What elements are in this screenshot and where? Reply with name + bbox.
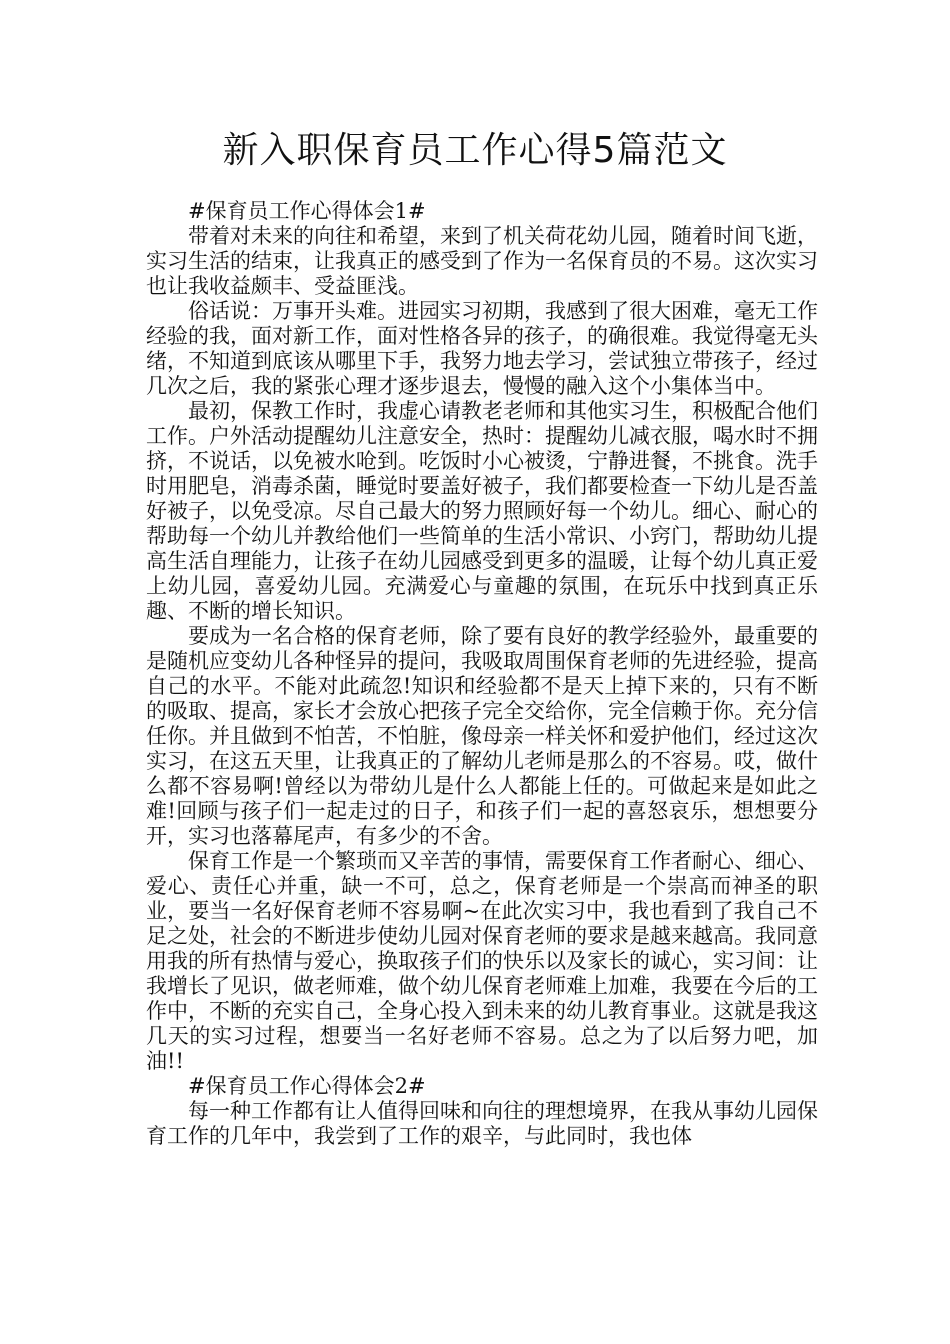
paragraph-qualified-teacher: 要成为一名合格的保育老师，除了要有良好的教学经验外，最重要的是随机应变幼儿各种怪异的提问，我吸取周围保育老师的先进经验，提高自己的水平。不能对此疏忽!知识和经验都不是天上掉下来的，只有不断的吸取、提高，家长才会放心把孩子完全交给你，完全信赖于你。充分信任你。并且做到不怕苦，不怕脏，像母亲一样关怀和爱护他们，经过这次实习，在这五天里，让我真正的了解幼儿老师是那么的不容易。哎，做什么都不容易啊!曾经以为带幼儿是什么人都能上任的。可做起来是如此之难!回顾与孩子们一起走过的日子，和孩子们一起的喜怒哀乐，想想要分开，实习也落幕尾声，有多少的不舍。 — [146, 624, 818, 848]
paragraph-conclusion: 保育工作是一个繁琐而又辛苦的事情，需要保育工作者耐心、细心、爱心、责任心并重，缺一不可，总之，保育老师是一个崇高而神圣的职业，要当一名好保育老师不容易啊~在此次实习中，我也看到了我自己不足之处，社会的不断进步使幼儿园对保育老师的要求是越来越高。我同意用我的所有热情与爱心，换取孩子们的快乐以及家长的诚心，实习间：让我增长了见识，做老师难，做个幼儿保育老师难上加难，我要在今后的工作中，不断的充实自己，全身心投入到未来的幼儿教育事业。这就是我这几天的实习过程，想要当一名好老师不容易。总之为了以后努力吧，加油!! — [146, 849, 818, 1073]
paragraph-intro: 带着对未来的向往和希望，来到了机关荷花幼儿园，随着时间飞逝，实习生活的结束，让我真正的感受到了作为一名保育员的不易。这次实习也让我收益颇丰、受益匪浅。 — [146, 224, 818, 298]
document-title: 新入职保育员工作心得5篇范文 — [222, 130, 728, 171]
paragraph-beginning: 俗话说：万事开头难。进园实习初期，我感到了很大困难，毫无工作经验的我，面对新工作，面对性格各异的孩子，的确很难。我觉得毫无头绪，不知道到底该从哪里下手，我努力地去学习，尝试独立带孩子，经过几次之后，我的紧张心理才逐步退去，慢慢的融入这个小集体当中。 — [146, 299, 818, 398]
document-body — [146, 199, 818, 1149]
paragraph-daily-care: 最初，保教工作时，我虚心请教老老师和其他实习生，积极配合他们工作。户外活动提醒幼儿注意安全，热时：提醒幼儿减衣服，喝水时不拥挤，不说话，以免被水呛到。吃饭时小心被烫，宁静进餐，不挑食。洗手时用肥皂，消毒杀菌，睡觉时要盖好被子，我们都要检查一下幼儿是否盖好被子，以免受凉。尽自己最大的努力照顾好每一个幼儿。细心、耐心的帮助每一个幼儿并教给他们一些简单的生活小常识、小窍门，帮助幼儿提高生活自理能力，让孩子在幼儿园感受到更多的温暖，让每个幼儿真正爱上幼儿园，喜爱幼儿园。充满爱心与童趣的氛围，在玩乐中找到真正乐趣、不断的增长知识。 — [146, 399, 818, 623]
section-heading-2: #保育员工作心得体会2# — [188, 1074, 426, 1098]
paragraph-section-2-start: 每一种工作都有让人值得回味和向往的理想境界，在我从事幼儿园保育工作的几年中，我尝到了工作的艰辛，与此同时，我也体 — [146, 1099, 818, 1148]
section-heading-1: #保育员工作心得体会1# — [188, 199, 426, 223]
